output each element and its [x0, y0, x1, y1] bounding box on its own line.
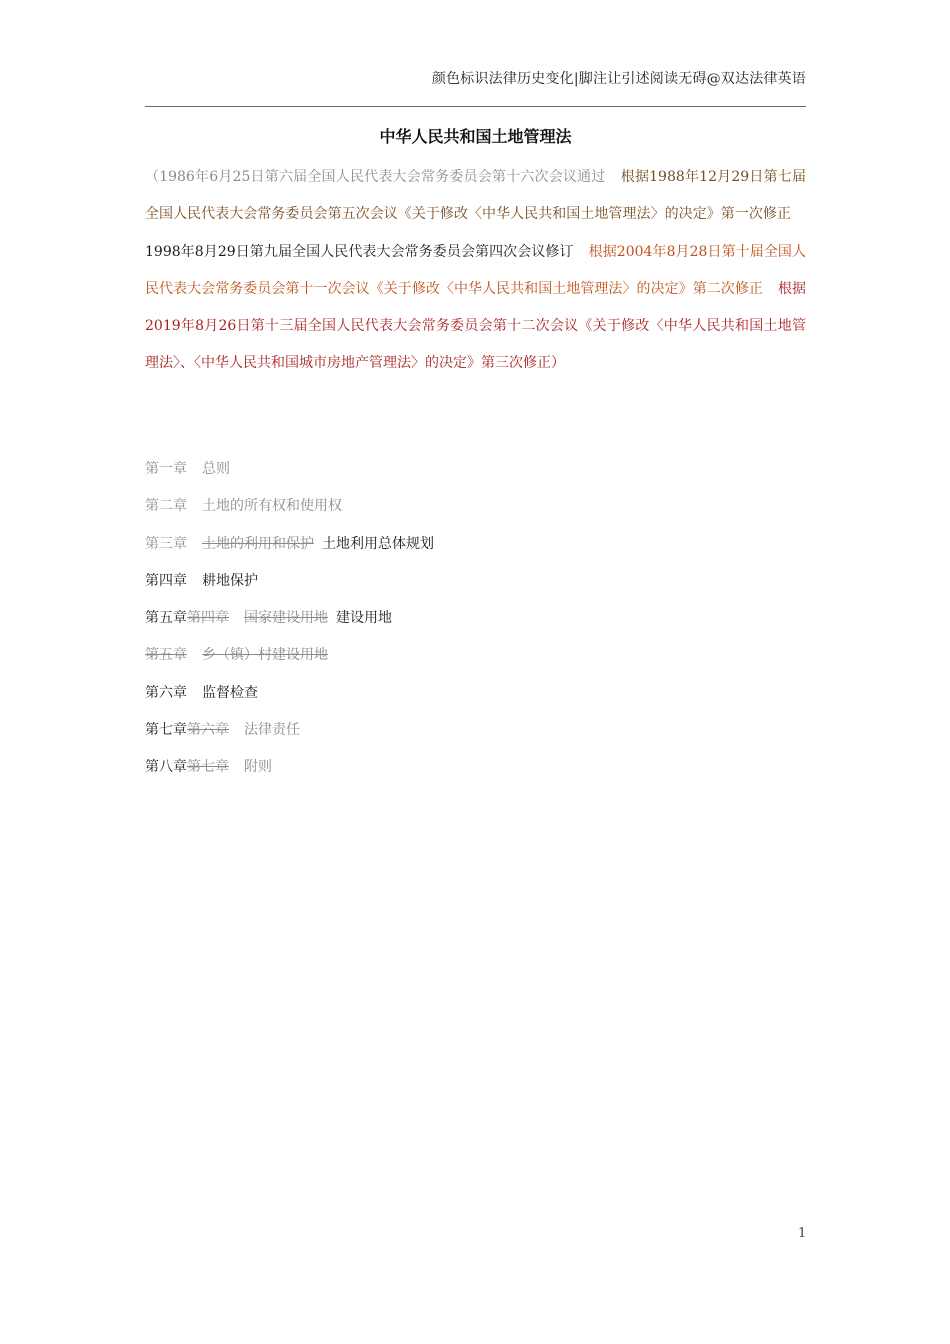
history-revision-1998: 1998年8月29日第九届全国人民代表大会常务委员会第四次会议修订: [145, 243, 574, 260]
toc-chapter-8: [145, 749, 806, 786]
deleted-chapter-title: 土地的利用和保护: [202, 535, 314, 552]
toc-chapter-5: [145, 600, 806, 637]
header-divider: [145, 106, 806, 107]
deleted-chapter-title: 国家建设用地: [244, 610, 328, 627]
toc-chapter-1: [145, 451, 806, 488]
page-number: 1: [798, 1226, 807, 1241]
deleted-chapter-number: 第四章: [187, 610, 229, 627]
toc-chapter-4: [145, 563, 806, 600]
new-chapter-title: 土地利用总体规划: [322, 535, 434, 552]
history-amendment-2019: 根据2019年8月26日第十三届全国人民代表大会常务委员会第十二次会议《关于修改〈中华人民共和国土地管理法〉、〈中华人民共和国城市房地产管理法〉的决定》第三次修正）: [145, 280, 807, 372]
deleted-chapter-number: 第五章: [145, 647, 187, 664]
deleted-chapter-title: 乡（镇）村建设用地: [202, 647, 328, 664]
chapter-number: 第五章: [145, 610, 187, 627]
chapter-number: 第七章: [145, 722, 187, 739]
table-of-contents: [145, 451, 806, 787]
history-adopted-1986: 1986年6月25日第六届全国人民代表大会常务委员会第十六次会议通过: [159, 169, 606, 185]
toc-chapter-3: [145, 526, 806, 563]
history-amendment-2004: 根据2004年8月28日第十届全国人民代表大会常务委员会第十一次会议《关于修改〈中华人民共和国土地管理法〉的决定》第二次修正: [145, 243, 806, 297]
chapter-number: 第二章: [145, 498, 187, 515]
chapter-number: 第一章: [145, 461, 187, 477]
chapter-title: 法律责任: [244, 722, 300, 739]
new-chapter-title: 建设用地: [336, 610, 392, 627]
page-header: 颜色标识法律历史变化|脚注让引述阅读无碍@双达法律英语: [431, 71, 806, 87]
chapter-number: 第六章: [145, 684, 187, 701]
toc-chapter-6: [145, 675, 806, 712]
chapter-title: 监督检查: [202, 684, 258, 701]
deleted-chapter-number: 第七章: [187, 759, 229, 776]
chapter-title: 土地的所有权和使用权: [202, 498, 342, 515]
toc-chapter-2: [145, 488, 806, 525]
toc-chapter-7: [145, 712, 806, 749]
chapter-number: 第八章: [145, 759, 187, 776]
chapter-number: 第四章: [145, 572, 187, 589]
history-amendment-1988: 根据1988年12月29日第七届全国人民代表大会常务委员会第五次会议《关于修改〈中华人民共和国土地管理法〉的决定》第一次修正: [145, 169, 806, 223]
chapter-number: 第三章: [145, 535, 187, 552]
history-open-paren: （: [145, 169, 160, 185]
toc-chapter-removed: [145, 637, 806, 674]
deleted-chapter-number: 第六章: [187, 722, 229, 739]
chapter-title: 耕地保护: [202, 572, 258, 589]
chapter-title: 总则: [202, 461, 230, 477]
amendment-history: [145, 159, 806, 383]
chapter-title: 附则: [244, 759, 272, 776]
document-title: 中华人民共和国土地管理法: [379, 127, 572, 146]
